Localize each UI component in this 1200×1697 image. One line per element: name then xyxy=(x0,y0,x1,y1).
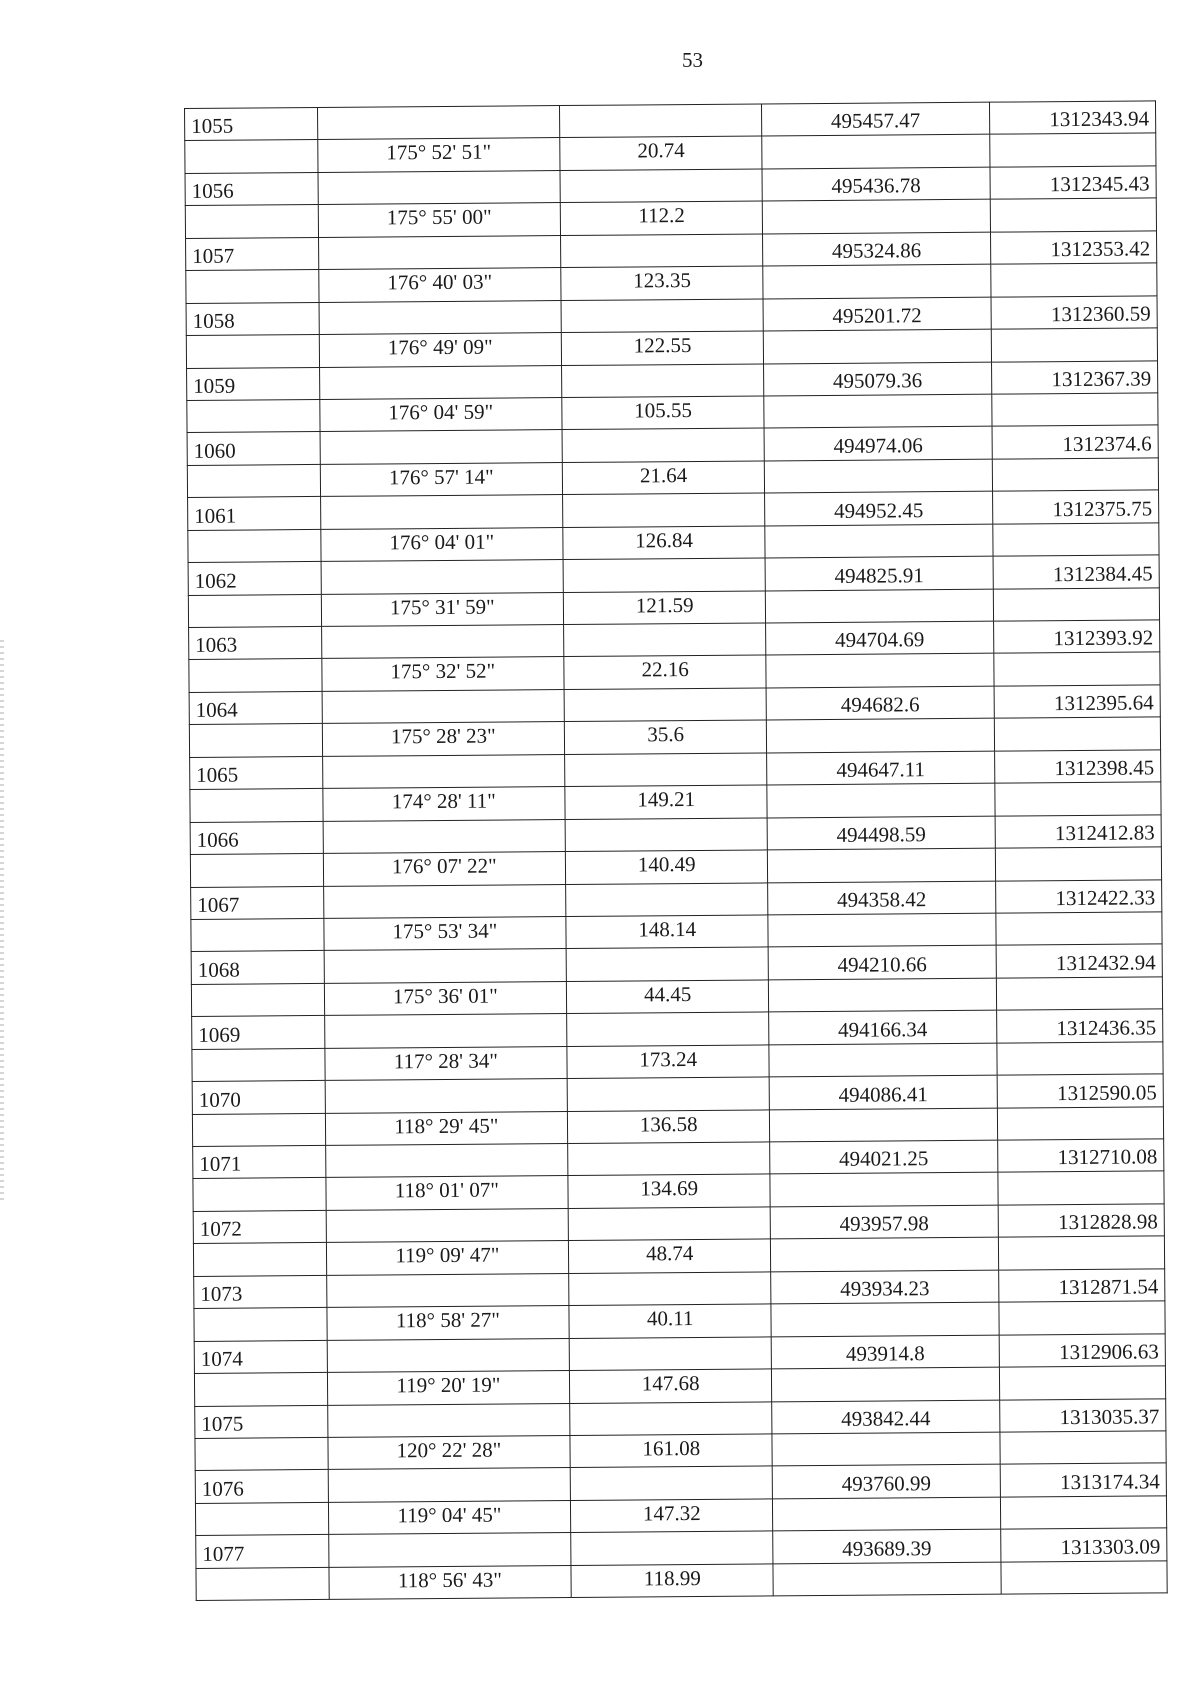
empty-cell xyxy=(194,1308,327,1341)
empty-cell xyxy=(323,884,566,918)
empty-cell xyxy=(328,1533,571,1567)
point-id-cell: 1067 xyxy=(191,886,324,919)
empty-cell xyxy=(999,1366,1166,1400)
distance-cell: 20.74 xyxy=(560,136,762,170)
empty-cell xyxy=(327,1403,570,1437)
distance-cell: 147.32 xyxy=(571,1499,773,1533)
empty-cell xyxy=(565,753,767,787)
distance-cell: 118.99 xyxy=(571,1564,773,1598)
empty-cell xyxy=(188,529,321,562)
empty-cell xyxy=(763,264,990,298)
empty-cell xyxy=(323,819,566,853)
easting-cell: 1313303.09 xyxy=(1000,1528,1167,1562)
bearing-cell: 176° 40' 03" xyxy=(318,268,561,302)
empty-cell xyxy=(570,1401,772,1435)
empty-cell xyxy=(192,1048,325,1081)
empty-cell xyxy=(997,1171,1164,1205)
empty-cell xyxy=(562,363,764,397)
empty-cell xyxy=(195,1437,328,1470)
empty-cell xyxy=(997,1106,1164,1140)
distance-cell: 140.49 xyxy=(565,850,767,884)
empty-cell xyxy=(569,1272,771,1306)
empty-cell xyxy=(1000,1431,1167,1465)
bearing-cell: 176° 57' 14" xyxy=(320,462,563,496)
distance-cell: 148.14 xyxy=(566,915,768,949)
empty-cell xyxy=(769,1043,996,1077)
point-id-cell: 1065 xyxy=(190,756,323,789)
empty-cell xyxy=(190,789,323,822)
northing-cell: 494086.41 xyxy=(769,1075,996,1109)
bearing-cell: 175° 55' 00" xyxy=(318,203,561,237)
bearing-cell: 175° 31' 59" xyxy=(321,592,564,626)
empty-cell xyxy=(764,329,991,363)
bearing-cell: 119° 04' 45" xyxy=(328,1500,571,1534)
distance-cell: 35.6 xyxy=(564,720,766,754)
empty-cell xyxy=(327,1338,570,1372)
empty-cell xyxy=(325,1144,568,1178)
easting-cell: 1312343.94 xyxy=(989,101,1156,135)
empty-cell xyxy=(328,1468,571,1502)
distance-cell: 122.55 xyxy=(561,331,763,365)
empty-cell xyxy=(990,263,1157,297)
empty-cell xyxy=(768,913,995,947)
empty-cell xyxy=(993,652,1160,686)
distance-cell: 147.68 xyxy=(570,1369,772,1403)
empty-cell xyxy=(193,1178,326,1211)
bearing-cell: 118° 58' 27" xyxy=(327,1306,570,1340)
bearing-cell: 175° 36' 01" xyxy=(324,981,567,1015)
empty-cell xyxy=(1001,1561,1168,1595)
point-id-cell: 1063 xyxy=(189,626,322,659)
distance-cell: 149.21 xyxy=(565,785,767,819)
empty-cell xyxy=(991,328,1158,362)
northing-cell: 494021.25 xyxy=(770,1140,997,1174)
easting-cell: 1312374.6 xyxy=(992,425,1159,459)
empty-cell xyxy=(570,1466,772,1500)
distance-cell: 126.84 xyxy=(563,526,765,560)
point-id-cell: 1073 xyxy=(194,1275,327,1308)
easting-cell: 1312398.45 xyxy=(994,750,1161,784)
bearing-cell: 118° 56' 43" xyxy=(329,1565,572,1599)
bearing-row xyxy=(196,1561,1167,1601)
empty-cell xyxy=(326,1273,569,1307)
empty-cell xyxy=(317,106,560,140)
easting-cell: 1312432.94 xyxy=(996,944,1163,978)
bearing-cell: 174° 28' 11" xyxy=(322,787,565,821)
empty-cell xyxy=(190,853,323,886)
point-id-cell: 1076 xyxy=(195,1470,328,1503)
empty-cell xyxy=(324,949,567,983)
northing-cell: 495324.86 xyxy=(763,232,990,266)
northing-cell: 493914.8 xyxy=(772,1335,999,1369)
empty-cell xyxy=(192,1113,325,1146)
empty-cell xyxy=(762,135,989,169)
empty-cell xyxy=(767,783,994,817)
northing-cell: 495201.72 xyxy=(763,297,990,331)
empty-cell xyxy=(319,300,562,334)
empty-cell xyxy=(561,299,763,333)
empty-cell xyxy=(769,978,996,1012)
point-id-cell: 1071 xyxy=(193,1145,326,1178)
point-id-cell: 1056 xyxy=(185,172,318,205)
empty-cell xyxy=(772,1367,999,1401)
empty-cell xyxy=(186,335,319,368)
empty-cell xyxy=(772,1432,999,1466)
point-id-cell: 1072 xyxy=(193,1210,326,1243)
empty-cell xyxy=(773,1562,1000,1596)
empty-cell xyxy=(770,1173,997,1207)
empty-cell xyxy=(196,1567,329,1600)
empty-cell xyxy=(191,918,324,951)
empty-cell xyxy=(992,458,1159,492)
bearing-cell: 120° 22' 28" xyxy=(328,1435,571,1469)
empty-cell xyxy=(994,782,1161,816)
northing-cell: 494166.34 xyxy=(769,1010,996,1044)
distance-cell: 112.2 xyxy=(560,201,762,235)
point-id-cell: 1060 xyxy=(187,432,320,465)
empty-cell xyxy=(321,625,564,659)
empty-cell xyxy=(560,104,762,138)
bearing-cell: 118° 29' 45" xyxy=(325,1111,568,1145)
northing-cell: 494682.6 xyxy=(766,686,993,720)
distance-cell: 21.64 xyxy=(562,461,764,495)
empty-cell xyxy=(325,1079,568,1113)
northing-cell: 495457.47 xyxy=(762,102,989,136)
northing-cell: 493842.44 xyxy=(772,1400,999,1434)
northing-cell: 494210.66 xyxy=(768,946,995,980)
bearing-cell: 175° 53' 34" xyxy=(324,916,567,950)
easting-cell: 1312590.05 xyxy=(997,1074,1164,1108)
easting-cell: 1313174.34 xyxy=(1000,1463,1167,1497)
empty-cell xyxy=(188,594,321,627)
empty-cell xyxy=(326,1208,569,1242)
empty-cell xyxy=(566,947,768,981)
point-id-cell: 1057 xyxy=(186,237,319,270)
empty-cell xyxy=(322,754,565,788)
empty-cell xyxy=(766,654,993,688)
bearing-cell: 119° 20' 19" xyxy=(327,1371,570,1405)
empty-cell xyxy=(561,234,763,268)
northing-cell: 493957.98 xyxy=(770,1205,997,1239)
easting-cell: 1312828.98 xyxy=(998,1204,1165,1238)
table-body xyxy=(185,101,1168,1601)
empty-cell xyxy=(185,205,318,238)
empty-cell xyxy=(767,718,994,752)
empty-cell xyxy=(320,430,563,464)
empty-cell xyxy=(765,459,992,493)
northing-cell: 495079.36 xyxy=(764,362,991,396)
empty-cell xyxy=(318,170,561,204)
distance-cell: 48.74 xyxy=(569,1239,771,1273)
empty-cell xyxy=(773,1497,1000,1531)
empty-cell xyxy=(771,1237,998,1271)
northing-cell: 494647.11 xyxy=(767,751,994,785)
bearing-cell: 176° 49' 09" xyxy=(319,333,562,367)
empty-cell xyxy=(194,1372,327,1405)
northing-cell: 494358.42 xyxy=(768,881,995,915)
empty-cell xyxy=(320,495,563,529)
point-id-cell: 1077 xyxy=(196,1535,329,1568)
northing-cell: 493934.23 xyxy=(771,1270,998,1304)
northing-cell: 494974.06 xyxy=(764,427,991,461)
empty-cell xyxy=(189,724,322,757)
distance-cell: 161.08 xyxy=(570,1434,772,1468)
empty-cell xyxy=(996,977,1163,1011)
point-id-cell: 1075 xyxy=(195,1405,328,1438)
point-id-cell: 1062 xyxy=(188,562,321,595)
empty-cell xyxy=(992,523,1159,557)
empty-cell xyxy=(571,1531,773,1565)
easting-cell: 1312871.54 xyxy=(998,1269,1165,1303)
bearing-cell: 118° 01' 07" xyxy=(326,1176,569,1210)
empty-cell xyxy=(565,818,767,852)
empty-cell xyxy=(195,1502,328,1535)
empty-cell xyxy=(766,589,993,623)
northing-cell: 495436.78 xyxy=(762,167,989,201)
empty-cell xyxy=(764,394,991,428)
point-id-cell: 1068 xyxy=(191,951,324,984)
empty-cell xyxy=(993,587,1160,621)
easting-cell: 1312710.08 xyxy=(997,1139,1164,1173)
empty-cell xyxy=(770,1108,997,1142)
point-id-cell: 1069 xyxy=(192,1016,325,1049)
easting-cell: 1313035.37 xyxy=(999,1398,1166,1432)
bearing-cell: 176° 07' 22" xyxy=(323,852,566,886)
empty-cell xyxy=(991,393,1158,427)
distance-cell: 105.55 xyxy=(562,396,764,430)
empty-cell xyxy=(560,169,762,203)
empty-cell xyxy=(319,365,562,399)
empty-cell xyxy=(763,199,990,233)
bearing-cell: 117° 28' 34" xyxy=(325,1046,568,1080)
empty-cell xyxy=(185,140,318,173)
point-id-cell: 1066 xyxy=(190,821,323,854)
empty-cell xyxy=(187,464,320,497)
empty-cell xyxy=(568,1207,770,1241)
empty-cell xyxy=(568,1142,770,1176)
distance-cell: 22.16 xyxy=(564,655,766,689)
bearing-cell: 175° 52' 51" xyxy=(317,138,560,172)
northing-cell: 494704.69 xyxy=(766,621,993,655)
bearing-cell: 119° 09' 47" xyxy=(326,1241,569,1275)
northing-cell: 494825.91 xyxy=(765,556,992,590)
empty-cell xyxy=(566,882,768,916)
empty-cell xyxy=(563,558,765,592)
empty-cell xyxy=(187,399,320,432)
empty-cell xyxy=(995,847,1162,881)
empty-cell xyxy=(193,1243,326,1276)
point-id-cell: 1070 xyxy=(192,1081,325,1114)
point-id-cell: 1055 xyxy=(185,107,318,140)
empty-cell xyxy=(569,1337,771,1371)
empty-cell xyxy=(989,133,1156,167)
easting-cell: 1312367.39 xyxy=(991,360,1158,394)
empty-cell xyxy=(771,1302,998,1336)
northing-cell: 494498.59 xyxy=(767,816,994,850)
easting-cell: 1312345.43 xyxy=(990,166,1157,200)
point-id-cell: 1074 xyxy=(194,1340,327,1373)
bearing-cell: 175° 32' 52" xyxy=(321,657,564,691)
distance-cell: 173.24 xyxy=(567,1045,769,1079)
empty-cell xyxy=(1000,1496,1167,1530)
empty-cell xyxy=(318,235,561,269)
northing-cell: 494952.45 xyxy=(765,491,992,525)
easting-cell: 1312393.92 xyxy=(993,620,1160,654)
easting-cell: 1312360.59 xyxy=(991,295,1158,329)
empty-cell xyxy=(995,912,1162,946)
bearing-cell: 176° 04' 01" xyxy=(320,527,563,561)
empty-cell xyxy=(994,717,1161,751)
northing-cell: 493760.99 xyxy=(773,1465,1000,1499)
empty-cell xyxy=(191,983,324,1016)
easting-cell: 1312906.63 xyxy=(999,1333,1166,1367)
easting-cell: 1312422.33 xyxy=(995,879,1162,913)
empty-cell xyxy=(324,1014,567,1048)
empty-cell xyxy=(768,848,995,882)
empty-cell xyxy=(990,198,1157,232)
distance-cell: 134.69 xyxy=(568,1174,770,1208)
easting-cell: 1312375.75 xyxy=(992,490,1159,524)
point-id-cell: 1061 xyxy=(188,497,321,530)
distance-cell: 121.59 xyxy=(563,591,765,625)
easting-cell: 1312395.64 xyxy=(994,685,1161,719)
easting-cell: 1312353.42 xyxy=(990,231,1157,265)
distance-cell: 123.35 xyxy=(561,266,763,300)
point-id-cell: 1064 xyxy=(189,691,322,724)
easting-cell: 1312412.83 xyxy=(995,814,1162,848)
scan-edge-artifact xyxy=(0,640,4,1200)
empty-cell xyxy=(321,560,564,594)
empty-cell xyxy=(998,1236,1165,1270)
page-number: 53 xyxy=(682,48,703,72)
bearing-cell: 176° 04' 59" xyxy=(319,397,562,431)
point-id-cell: 1059 xyxy=(187,367,320,400)
empty-cell xyxy=(567,1077,769,1111)
coordinates-table xyxy=(184,100,1168,1601)
empty-cell xyxy=(189,659,322,692)
empty-cell xyxy=(186,270,319,303)
empty-cell xyxy=(564,688,766,722)
empty-cell xyxy=(998,1301,1165,1335)
point-id-cell: 1058 xyxy=(186,302,319,335)
empty-cell xyxy=(765,524,992,558)
bearing-cell: 175° 28' 23" xyxy=(322,722,565,756)
easting-cell: 1312384.45 xyxy=(993,555,1160,589)
empty-cell xyxy=(563,493,765,527)
northing-cell: 493689.39 xyxy=(773,1529,1000,1563)
easting-cell: 1312436.35 xyxy=(996,1009,1163,1043)
distance-cell: 44.45 xyxy=(566,980,768,1014)
distance-cell: 136.58 xyxy=(567,1109,769,1143)
empty-cell xyxy=(567,1012,769,1046)
empty-cell xyxy=(996,1042,1163,1076)
empty-cell xyxy=(322,689,565,723)
empty-cell xyxy=(564,623,766,657)
empty-cell xyxy=(562,428,764,462)
distance-cell: 40.11 xyxy=(569,1304,771,1338)
